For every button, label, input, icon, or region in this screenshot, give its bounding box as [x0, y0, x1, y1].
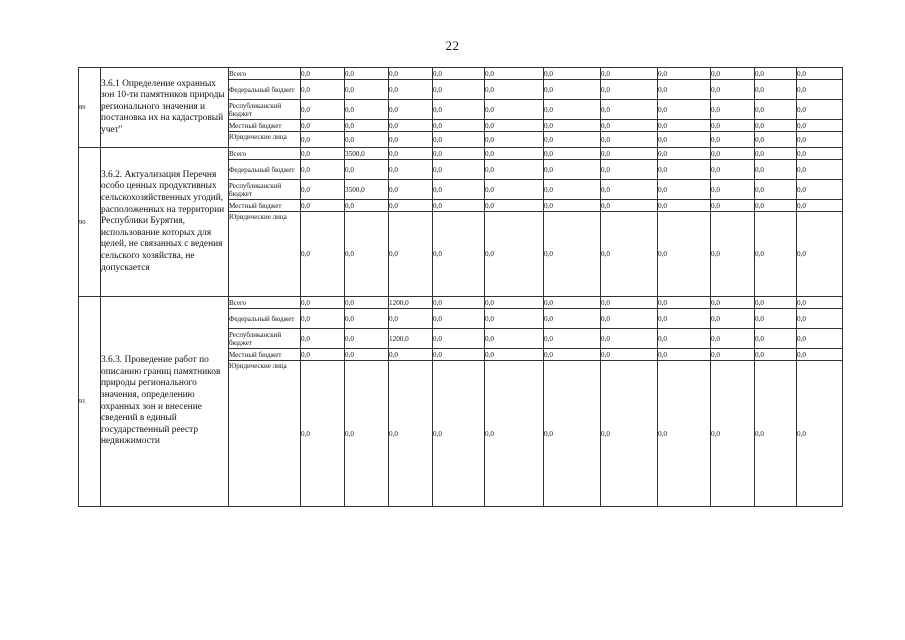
funding-source-label: Федеральный бюджет — [229, 160, 301, 180]
amount-cell: 0,0 — [389, 160, 433, 180]
funding-source-label: Юридические лица — [229, 361, 301, 507]
amount-cell: 0,0 — [345, 160, 389, 180]
row-number: 91 — [79, 297, 101, 507]
amount-cell: 0,0 — [301, 68, 345, 80]
amount-cell: 0,0 — [755, 200, 797, 212]
amount-cell: 0,0 — [601, 297, 658, 309]
amount-cell: 0,0 — [544, 132, 601, 148]
amount-cell: 0,0 — [601, 160, 658, 180]
amount-cell: 0,0 — [658, 100, 711, 120]
amount-cell: 0,0 — [485, 329, 544, 349]
amount-cell: 0,0 — [485, 200, 544, 212]
amount-cell: 0,0 — [301, 309, 345, 329]
amount-cell: 0,0 — [711, 349, 755, 361]
amount-cell: 0,0 — [544, 68, 601, 80]
amount-cell: 0,0 — [711, 80, 755, 100]
funding-source-label: Всего — [229, 68, 301, 80]
amount-cell: 0,0 — [485, 361, 544, 507]
table-row — [79, 148, 843, 160]
amount-cell: 0,0 — [797, 329, 843, 349]
amount-cell: 0,0 — [711, 361, 755, 507]
amount-cell: 0,0 — [544, 349, 601, 361]
amount-cell: 0,0 — [658, 68, 711, 80]
amount-cell: 0,0 — [433, 212, 485, 297]
amount-cell: 0,0 — [797, 361, 843, 507]
funding-source-label: Всего — [229, 297, 301, 309]
amount-cell: 0,0 — [601, 120, 658, 132]
page-number: 22 — [445, 38, 460, 53]
amount-cell: 0,0 — [301, 297, 345, 309]
amount-cell: 0,0 — [433, 180, 485, 200]
amount-cell: 0,0 — [485, 180, 544, 200]
amount-cell: 0,0 — [345, 120, 389, 132]
amount-cell: 0,0 — [544, 180, 601, 200]
amount-cell: 0,0 — [389, 120, 433, 132]
amount-cell: 0,0 — [601, 148, 658, 160]
amount-cell: 0,0 — [755, 100, 797, 120]
amount-cell: 0,0 — [433, 309, 485, 329]
funding-source-label: Федеральный бюджет — [229, 80, 301, 100]
amount-cell: 0,0 — [301, 212, 345, 297]
amount-cell: 0,0 — [797, 212, 843, 297]
amount-cell: 0,0 — [485, 68, 544, 80]
amount-cell: 0,0 — [544, 148, 601, 160]
amount-cell: 0,0 — [711, 309, 755, 329]
amount-cell: 0,0 — [345, 80, 389, 100]
amount-cell: 0,0 — [601, 329, 658, 349]
amount-cell: 0,0 — [755, 68, 797, 80]
measure-title: 3.6.2. Актуализация Перечня особо ценных продуктивных сельскохозяйственных угодий, расположенных на территории Республики Бурятия, использование которых для целей, не связанных с ведения сельского хозяйства, не допускается — [101, 148, 229, 297]
amount-cell: 0,0 — [601, 68, 658, 80]
amount-cell: 0,0 — [345, 361, 389, 507]
amount-cell: 0,0 — [544, 160, 601, 180]
amount-cell: 0,0 — [755, 80, 797, 100]
amount-cell: 0,0 — [658, 148, 711, 160]
amount-cell: 0,0 — [389, 100, 433, 120]
amount-cell: 0,0 — [755, 361, 797, 507]
amount-cell: 0,0 — [601, 349, 658, 361]
amount-cell: 0,0 — [797, 120, 843, 132]
amount-cell: 0,0 — [301, 100, 345, 120]
amount-cell: 0,0 — [601, 100, 658, 120]
amount-cell: 0,0 — [389, 309, 433, 329]
amount-cell: 0,0 — [658, 309, 711, 329]
amount-cell: 1200,0 — [389, 329, 433, 349]
amount-cell: 0,0 — [433, 329, 485, 349]
table-row — [79, 68, 843, 80]
amount-cell: 0,0 — [485, 309, 544, 329]
amount-cell: 0,0 — [797, 297, 843, 309]
amount-cell: 0,0 — [345, 68, 389, 80]
amount-cell: 0,0 — [711, 100, 755, 120]
amount-cell: 0,0 — [345, 297, 389, 309]
amount-cell: 0,0 — [301, 160, 345, 180]
amount-cell: 0,0 — [433, 120, 485, 132]
amount-cell: 0,0 — [711, 160, 755, 180]
amount-cell: 0,0 — [658, 200, 711, 212]
amount-cell: 0,0 — [755, 329, 797, 349]
amount-cell: 0,0 — [389, 212, 433, 297]
amount-cell: 0,0 — [544, 100, 601, 120]
amount-cell: 0,0 — [433, 349, 485, 361]
amount-cell: 0,0 — [711, 297, 755, 309]
amount-cell: 0,0 — [601, 180, 658, 200]
amount-cell: 0,0 — [797, 349, 843, 361]
amount-cell: 0,0 — [711, 180, 755, 200]
amount-cell: 0,0 — [544, 120, 601, 132]
amount-cell: 0,0 — [345, 309, 389, 329]
funding-source-label: Федеральный бюджет — [229, 309, 301, 329]
amount-cell: 0,0 — [601, 309, 658, 329]
amount-cell: 0,0 — [797, 148, 843, 160]
amount-cell: 0,0 — [797, 200, 843, 212]
amount-cell: 0,0 — [433, 80, 485, 100]
amount-cell: 0,0 — [658, 180, 711, 200]
amount-cell: 0,0 — [345, 212, 389, 297]
amount-cell: 0,0 — [601, 200, 658, 212]
amount-cell: 0,0 — [433, 297, 485, 309]
amount-cell: 0,0 — [601, 361, 658, 507]
amount-cell: 0,0 — [755, 349, 797, 361]
amount-cell: 0,0 — [485, 148, 544, 160]
amount-cell: 0,0 — [711, 148, 755, 160]
measure-title: 3.6.3. Проведение работ по описанию границ памятников природы регионального значения, определению охранных зон и внесение сведений в единый государственный реестр недвижимости — [101, 297, 229, 507]
funding-source-label: Местный бюджет — [229, 200, 301, 212]
funding-source-label: Юридические лица — [229, 212, 301, 297]
funding-source-label: Республиканский бюджет — [229, 329, 301, 349]
amount-cell: 0,0 — [301, 329, 345, 349]
amount-cell: 0,0 — [301, 361, 345, 507]
amount-cell: 0,0 — [433, 200, 485, 212]
amount-cell: 0,0 — [301, 349, 345, 361]
amount-cell: 0,0 — [301, 180, 345, 200]
amount-cell: 1200,0 — [389, 297, 433, 309]
amount-cell: 0,0 — [345, 200, 389, 212]
budget-table — [78, 67, 843, 507]
amount-cell: 0,0 — [389, 148, 433, 160]
amount-cell: 0,0 — [544, 361, 601, 507]
amount-cell: 0,0 — [755, 297, 797, 309]
amount-cell: 0,0 — [658, 160, 711, 180]
amount-cell: 0,0 — [389, 349, 433, 361]
amount-cell: 0,0 — [544, 329, 601, 349]
amount-cell: 0,0 — [755, 132, 797, 148]
amount-cell: 0,0 — [601, 80, 658, 100]
amount-cell: 0,0 — [485, 349, 544, 361]
amount-cell: 0,0 — [797, 309, 843, 329]
amount-cell: 0,0 — [601, 132, 658, 148]
amount-cell: 0,0 — [797, 132, 843, 148]
amount-cell: 0,0 — [544, 80, 601, 100]
amount-cell: 0,0 — [711, 120, 755, 132]
amount-cell: 0,0 — [433, 160, 485, 180]
amount-cell: 0,0 — [485, 120, 544, 132]
amount-cell: 0,0 — [389, 132, 433, 148]
amount-cell: 0,0 — [755, 309, 797, 329]
amount-cell: 0,0 — [544, 200, 601, 212]
funding-source-label: Республиканский бюджет — [229, 100, 301, 120]
amount-cell: 0,0 — [433, 68, 485, 80]
measure-title: 3.6.1 Определение охранных зон 10-ти памятников природы регионального значения и постановка их на кадастровый учет" — [101, 68, 229, 148]
amount-cell: 0,0 — [345, 329, 389, 349]
amount-cell: 0,0 — [433, 100, 485, 120]
amount-cell: 0,0 — [485, 160, 544, 180]
amount-cell: 3500,0 — [345, 148, 389, 160]
amount-cell: 0,0 — [658, 80, 711, 100]
amount-cell: 0,0 — [485, 297, 544, 309]
funding-source-label: Юридические лица — [229, 132, 301, 148]
amount-cell: 0,0 — [658, 297, 711, 309]
budget-table-body — [79, 68, 843, 507]
amount-cell: 0,0 — [345, 100, 389, 120]
amount-cell: 0,0 — [797, 68, 843, 80]
amount-cell: 0,0 — [711, 212, 755, 297]
amount-cell: 0,0 — [658, 212, 711, 297]
amount-cell: 0,0 — [301, 80, 345, 100]
amount-cell: 0,0 — [711, 200, 755, 212]
amount-cell: 0,0 — [433, 148, 485, 160]
amount-cell: 0,0 — [389, 200, 433, 212]
amount-cell: 0,0 — [389, 80, 433, 100]
amount-cell: 0,0 — [544, 309, 601, 329]
amount-cell: 0,0 — [658, 349, 711, 361]
amount-cell: 0,0 — [544, 297, 601, 309]
amount-cell: 0,0 — [433, 132, 485, 148]
amount-cell: 3500,0 — [345, 180, 389, 200]
amount-cell: 0,0 — [301, 120, 345, 132]
amount-cell: 0,0 — [301, 132, 345, 148]
amount-cell: 0,0 — [658, 329, 711, 349]
funding-source-label: Всего — [229, 148, 301, 160]
amount-cell: 0,0 — [301, 200, 345, 212]
amount-cell: 0,0 — [601, 212, 658, 297]
funding-source-label: Республиканский бюджет — [229, 180, 301, 200]
amount-cell: 0,0 — [389, 68, 433, 80]
amount-cell: 0,0 — [658, 132, 711, 148]
amount-cell: 0,0 — [485, 100, 544, 120]
amount-cell: 0,0 — [797, 80, 843, 100]
row-number: 90 — [79, 148, 101, 297]
amount-cell: 0,0 — [345, 132, 389, 148]
amount-cell: 0,0 — [485, 80, 544, 100]
amount-cell: 0,0 — [658, 361, 711, 507]
amount-cell: 0,0 — [544, 212, 601, 297]
amount-cell: 0,0 — [485, 132, 544, 148]
amount-cell: 0,0 — [658, 120, 711, 132]
amount-cell: 0,0 — [797, 180, 843, 200]
row-number: 89 — [79, 68, 101, 148]
amount-cell: 0,0 — [755, 148, 797, 160]
amount-cell: 0,0 — [755, 212, 797, 297]
amount-cell: 0,0 — [797, 160, 843, 180]
amount-cell: 0,0 — [389, 180, 433, 200]
amount-cell: 0,0 — [797, 100, 843, 120]
amount-cell: 0,0 — [755, 160, 797, 180]
funding-source-label: Местный бюджет — [229, 349, 301, 361]
amount-cell: 0,0 — [389, 361, 433, 507]
amount-cell: 0,0 — [755, 180, 797, 200]
amount-cell: 0,0 — [711, 329, 755, 349]
table-row — [79, 297, 843, 309]
amount-cell: 0,0 — [485, 212, 544, 297]
funding-source-label: Местный бюджет — [229, 120, 301, 132]
amount-cell: 0,0 — [711, 132, 755, 148]
amount-cell: 0,0 — [711, 68, 755, 80]
amount-cell: 0,0 — [301, 148, 345, 160]
amount-cell: 0,0 — [755, 120, 797, 132]
amount-cell: 0,0 — [345, 349, 389, 361]
amount-cell: 0,0 — [433, 361, 485, 507]
